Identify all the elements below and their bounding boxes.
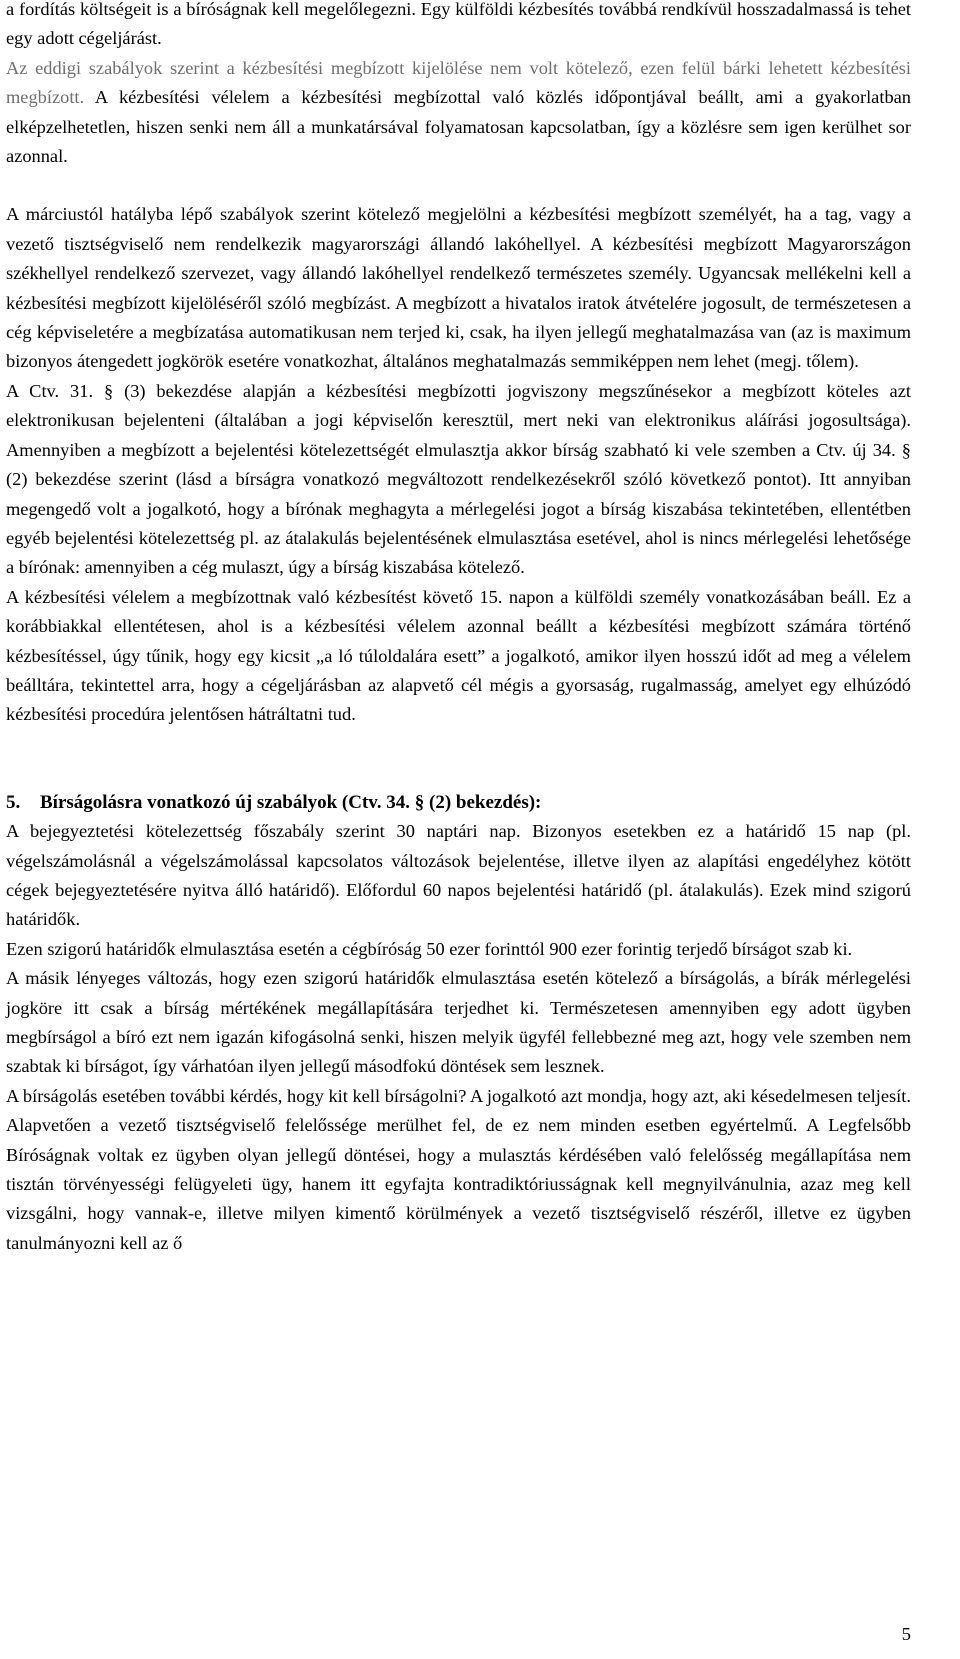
paragraph-fine-amount: Ezen szigorú határidők elmulasztása esetén a cégbíróság 50 ezer forinttól 900 ezer forintig terjedő bírságot szab ki. [6,938,853,959]
previous-rules-lead: Az eddigi szabályok szerint a kézbesítési megbízott kijelölése nem volt kötelező, ezen felül bárki lehetett kézbesítési megbízott. [6,57,911,108]
previous-rules-rest: A kézbesítési vélelem a kézbesítési megbízottal való közlés időpontjával beállt, ami a gyakorlatban elképzelhetetlen, hiszen senki nem áll a munkatársával folyamatosan kapcsolatban, így a közlésre sem igen kerülhet sor azonnal. [6,87,911,167]
paragraph-who-to-fine: A bírságolás esetében további kérdés, hogy kit kell bírságolni? A jogalkotó azt mondja, hogy azt, aki késedelmesen teljesít. Alapvetően a vezető tisztségviselő felelőssége merülhet fel, de ez nem minden esetben egyértelmű. A Legfelsőbb Bíróságnak voltak ez ügyben olyan jellegű döntései, hogy a mulasztás kérdésében való felelősség megállapítása nem tisztán törvényességi felügyeleti ügy, hanem itt egyfajta kontradiktóriusságnak kell megnyilvánulnia, azaz meg kell vizsgálni, hogy vannak-e, illetve milyen kimentő körülmények a vezető tisztségviselő részéről, illetve ez ügyben tanulmányozni kell az ő [6,1085,911,1253]
section-number: 5. [6,791,21,813]
paragraph-gap [6,171,911,200]
paragraph-previous-rules [6,54,911,172]
paragraph-new-rules: A márciustól hatályba lépő szabályok szerint kötelező megjelölni a kézbesítési megbízott személyét, ha a tag, vagy a vezető tisztségviselő nem rendelkezik magyarországi állandó lakóhellyel. A kézbesítési megbízott Magyarországon székhellyel rendelkező szervezet, vagy állandó lakóhellyel rendelkező természetes személy. Ugyancsak mellékelni kell a kézbesítési megbízott kijelöléséről szóló megbízást. A megbízott a hivatalos iratok átvételére jogosult, de természetesen a cég képviseletére a megbízatása automatikusan nem terjed ki, csak, ha ilyen jellegű meghatalmazása van (az is maximum bizonyos átengedett jogkörök esetére vonatkozhat, általános meghatalmazás semmiképpen nem lehet (megj. tőlem). [6,204,911,372]
section-title: Bírságolásra vonatkozó új szabályok (Ctv. 34. § (2) bekezdés): [40,791,542,813]
paragraph-ctv-31: A Ctv. 31. § (3) bekezdése alapján a kézbesítési megbízotti jogviszony megszűnésekor a megbízott köteles azt elektronikusan bejelenteni (általában a jogi képviselőn keresztül, mert neki van elektronikus aláírási jogosultsága). Amennyiben a megbízott a bejelentési kötelezettségét elmulasztja akkor bírság szabható ki vele szemben a Ctv. új 34. § (2) bekezdése szerint (lásd a bírságra vonatkozó megváltozott rendelkezésekről szóló következő pontot). Itt annyiban megengedő volt a jogalkotó, hogy a bírónak meghagyta a mérlegelési jogot a bírság kiszabása tekintetében, ellentétben egyéb bejelentési kötelezettség pl. az átalakulás bejelentésének elmulasztása esetével, ahol is nincs mérlegelési lehetősége a bírónak: amennyiben a cég mulaszt, úgy a bírság kiszabása kötelező. [6,380,911,578]
section-gap [6,730,911,788]
paragraph-mandatory-fine: A másik lényeges változás, hogy ezen szigorú határidők elmulasztása esetén kötelező a bírságolás, a bírák mérlegelési jogköre itt csak a bírság mértékének megállapítására terjedhet ki. Természetesen amennyiben egy adott ügyben megbírságol a bíró ezt nem igazán kifogásolná senki, hiszen melyik ügyfél fellebbezné meg azt, hogy vele szemben nem szabtak ki bírságot, így várhatóan ilyen jellegű másodfokú döntések sem lesznek. [6,968,911,1077]
page-number: 5 [901,1624,911,1644]
paragraph-service-presumption: A kézbesítési vélelem a megbízottnak való kézbesítést követő 15. napon a külföldi személy vonatkozásában beáll. Ez a korábbiakkal ellentétesen, ahol is a kézbesítési vélelem azonnal beállt a kézbesítési megbízott számára történő kézbesítéssel, úgy tűnik, hogy egy kicsit „a ló túloldalára esett” a jogalkotó, amikor ilyen hosszú időt ad meg a vélelem beálltára, tekintettel arra, hogy a cégeljárásban az alapvető cél mégis a gyorsaság, rugalmasság, amelyet egy elhúzódó kézbesítési procedúra jelentősen hátráltatni tud. [6,586,911,725]
section-heading [6,788,911,817]
paragraph-registration-deadline: A bejegyeztetési kötelezettség főszabály szerint 30 naptári nap. Bizonyos esetekben ez a határidő 15 nap (pl. végelszámolásnál a végelszámolással kapcsolatos változások bejelentése, illetve ilyen az alapítási engedélyhez kötött cégek bejegyeztetésére nyitva álló határidő). Előfordul 60 napos bejelentési határidő (pl. átalakulás). Ezek mind szigorú határidők. [6,821,911,930]
body-text [6,0,911,1258]
paragraph-translation-costs: a fordítás költségeit is a bíróságnak kell megelőlegezni. Egy külföldi kézbesítés továbbá rendkívül hosszadalmassá is tehet egy adott cégeljárást. [6,0,911,49]
